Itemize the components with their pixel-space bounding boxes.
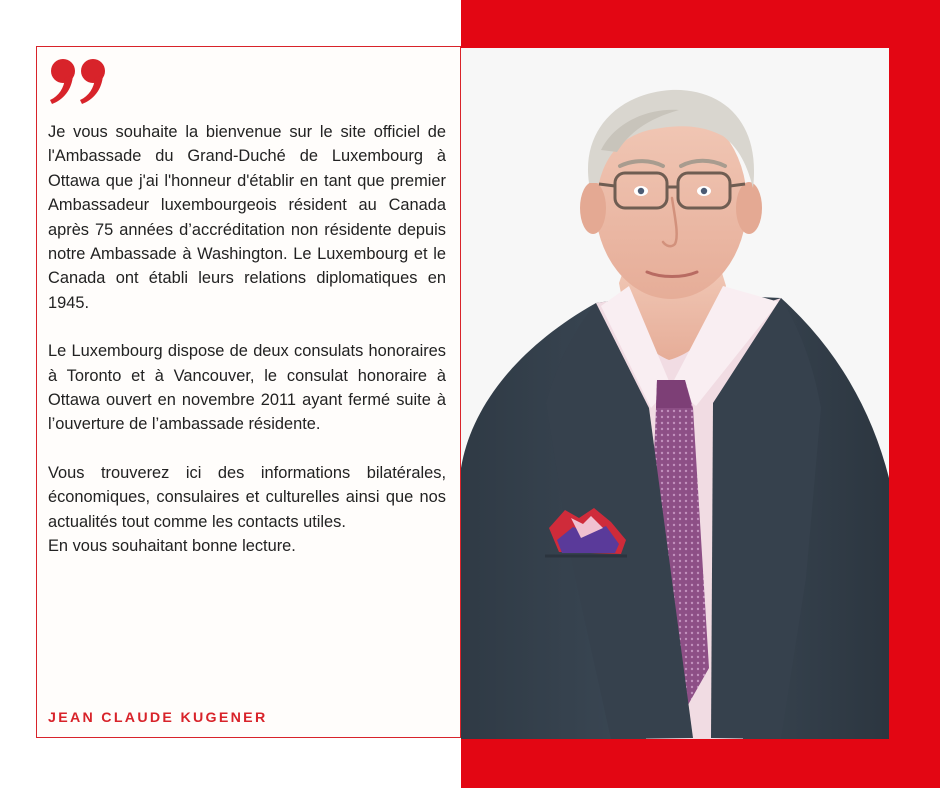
message-paragraph-consulates: Le Luxembourg dispose de deux consulats honoraires à Toronto et à Vancouver, le consulat honoraire à Ottawa ouvert en novembre 2011 ayant fermé suite à l’ouverture de l’ambassade résidente. (48, 342, 446, 434)
quotation-mark-icon (49, 57, 107, 107)
message-paragraph-information: Vous trouverez ici des informations bilatérales, économiques, consulaires et culturelles ainsi que nos actualités tout comme les contacts utiles. (48, 463, 446, 531)
message-closing: En vous souhaitant bonne lecture. (48, 537, 296, 556)
signature-name: JEAN CLAUDE KUGENER (48, 710, 268, 726)
welcome-message (48, 120, 446, 559)
ambassador-portrait-image (461, 48, 889, 739)
message-paragraph-intro: Je vous souhaite la bienvenue sur le site officiel de l'Ambassade du Grand-Duché de Luxembourg à Ottawa que j'ai l'honneur d'établir en tant que premier Ambassadeur luxembourgeois résident au Canada après 75 années d’accréditation non résidente depuis notre Ambassade à Washington. Le Luxembourg et le Canada ont établi leurs relations diplomatiques en 1945. (48, 123, 446, 312)
quote-card (36, 46, 461, 738)
